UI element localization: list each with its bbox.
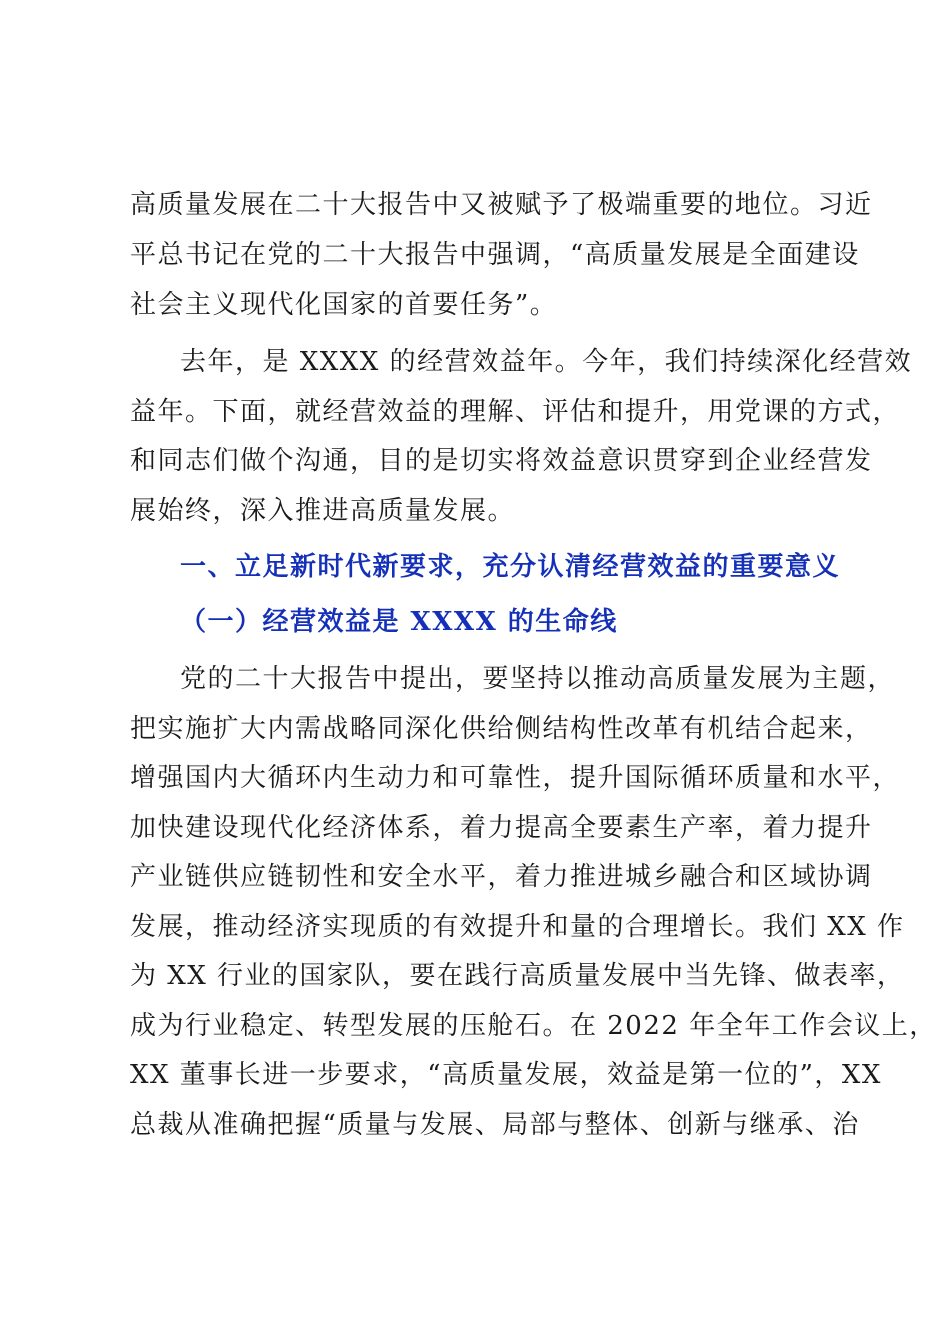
- paragraph-1-line-3: 社会主义现代化国家的首要任务”。: [130, 290, 558, 320]
- subsection-heading: （一）经营效益是 XXXX 的生命线: [180, 607, 618, 637]
- paragraph-3-line-5: 产业链供应链韧性和安全水平，着力推进城乡融合和区域协调: [130, 862, 873, 892]
- paragraph-2-line-1: 去年，是 XXXX 的经营效益年。今年，我们持续深化经营效: [180, 347, 913, 377]
- paragraph-1-line-2: 平总书记在党的二十大报告中强调，“高质量发展是全面建设: [130, 240, 860, 270]
- paragraph-3-line-3: 增强国内大循环内生动力和可靠性，提升国际循环质量和水平，: [130, 763, 901, 793]
- paragraph-3-line-2: 把实施扩大内需战略同深化供给侧结构性改革有机结合起来，: [130, 714, 873, 744]
- paragraph-2-line-3: 和同志们做个沟通，目的是切实将效益意识贯穿到企业经营发: [130, 446, 873, 476]
- paragraph-3-line-4: 加快建设现代化经济体系，着力提高全要素生产率，着力提升: [130, 813, 873, 843]
- paragraph-2-line-2: 益年。下面，就经营效益的理解、评估和提升，用党课的方式，: [130, 397, 901, 427]
- paragraph-3-line-8: 成为行业稳定、转型发展的压舱石。在 2022 年全年工作会议上，: [130, 1011, 937, 1041]
- paragraph-3-line-10: 总裁从准确把握“质量与发展、局部与整体、创新与继承、治: [130, 1110, 860, 1140]
- paragraph-3-line-6: 发展，推动经济实现质的有效提升和量的合理增长。我们 XX 作: [130, 912, 905, 942]
- section-heading: 一、立足新时代新要求，充分认清经营效益的重要意义: [180, 552, 841, 582]
- paragraph-3-line-9: XX 董事长进一步要求，“高质量发展，效益是第一位的”，XX: [130, 1060, 882, 1090]
- paragraph-3-line-7: 为 XX 行业的国家队，要在践行高质量发展中当先锋、做表率，: [130, 961, 905, 991]
- paragraph-3-line-1: 党的二十大报告中提出，要坚持以推动高质量发展为主题，: [180, 664, 896, 694]
- paragraph-1-line-1: 高质量发展在二十大报告中又被赋予了极端重要的地位。习近: [130, 190, 873, 220]
- paragraph-2-line-4: 展始终，深入推进高质量发展。: [130, 496, 516, 526]
